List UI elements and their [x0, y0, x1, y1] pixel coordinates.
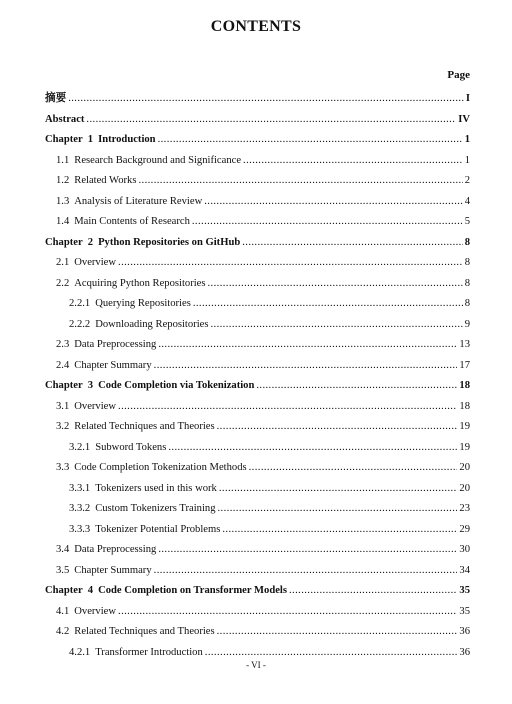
dot-leader	[210, 315, 462, 336]
toc-entry-label: Querying Repositories	[95, 298, 191, 309]
toc-entry[interactable]	[45, 417, 470, 438]
toc-entry-number: 3.3.3	[69, 523, 91, 535]
dot-leader	[204, 192, 462, 213]
toc-entry-number: 3.5	[56, 564, 70, 576]
toc-entry-page: 35	[459, 605, 470, 617]
toc-entry-page: 30	[459, 544, 470, 555]
toc-entry-page: 20	[459, 482, 470, 494]
toc-entry-label: Downloading Repositories	[95, 318, 209, 330]
toc-entry-page: 4	[464, 195, 470, 207]
toc-entry[interactable]	[45, 376, 470, 397]
toc-entry-label: Research Background and Significance	[74, 154, 242, 166]
toc-entry[interactable]	[45, 274, 470, 295]
dot-leader	[158, 335, 457, 356]
toc-entry[interactable]	[45, 397, 470, 418]
dot-leader	[118, 253, 463, 274]
toc-entry[interactable]	[45, 253, 470, 274]
toc-entry[interactable]	[45, 520, 470, 541]
toc-entry-number: 2.1	[56, 257, 70, 268]
toc-entry-label: Related Techniques and Theories	[74, 421, 215, 432]
toc-entry-label: Custom Tokenizers Training	[95, 503, 216, 514]
toc-entry-number: 2.2	[56, 277, 70, 289]
toc-entry[interactable]	[45, 356, 470, 377]
toc-entry-page: 5	[464, 216, 470, 227]
toc-entry[interactable]	[45, 335, 470, 356]
toc-entry-number: 4.2	[56, 626, 70, 637]
toc-entry[interactable]	[45, 171, 470, 192]
toc-entry-label: Subword Tokens	[95, 441, 167, 453]
toc-entry-label: Chapter Summary	[74, 564, 152, 576]
dot-leader	[138, 171, 462, 192]
toc-entry-page: 8	[464, 236, 470, 248]
dot-leader	[217, 622, 458, 643]
toc-entry[interactable]	[45, 315, 470, 336]
toc-entry-label: Overview	[74, 605, 117, 617]
dot-leader	[154, 356, 458, 377]
dot-leader	[118, 397, 457, 418]
toc-entry-label: Main Contents of Research	[74, 216, 190, 227]
toc-entry-label: Introduction	[98, 134, 156, 145]
toc-entry[interactable]	[45, 438, 470, 459]
toc-entry[interactable]	[45, 233, 470, 254]
toc-entry-label: Code Completion on Transformer Models	[98, 585, 287, 596]
toc-entry-number: 4.1	[56, 605, 70, 617]
toc-entry-page: 19	[459, 441, 470, 453]
toc-entry-label: Overview	[74, 257, 117, 268]
toc-entry-page: 1	[464, 154, 470, 166]
toc-entry-number: 2.3	[56, 339, 70, 350]
dot-leader	[289, 581, 457, 602]
toc-entry[interactable]	[45, 130, 470, 151]
toc-entry-page: 13	[459, 339, 470, 350]
toc-entry-number: 4.2.1	[69, 646, 91, 658]
toc-entry-number: 1.3	[56, 195, 70, 207]
toc-entry-page: 17	[459, 359, 470, 371]
toc-entry-page: 34	[459, 564, 470, 576]
toc-entry-page: IV	[458, 113, 470, 125]
dot-leader	[222, 520, 457, 541]
toc-entry[interactable]	[45, 89, 470, 110]
dot-leader	[249, 458, 458, 479]
toc-entry-page: 2	[464, 175, 470, 186]
toc-entry-label: Abstract	[45, 113, 85, 125]
toc-entry-label: Code Completion via Tokenization	[98, 380, 255, 391]
toc-entry-page: 29	[459, 523, 470, 535]
toc-entry-page: 36	[459, 626, 470, 637]
dot-leader	[118, 602, 457, 623]
toc-entry[interactable]	[45, 602, 470, 623]
toc-entry-page: 36	[459, 646, 470, 658]
toc-entry-page: I	[465, 93, 470, 104]
toc-entry-page: 8	[464, 257, 470, 268]
toc-entry[interactable]	[45, 458, 470, 479]
dot-leader	[68, 89, 464, 110]
toc-entry-number: 3.3.1	[69, 482, 91, 494]
dot-leader	[192, 212, 463, 233]
toc-entry-page: 35	[459, 585, 470, 596]
page-footer-number: - VI -	[246, 660, 266, 670]
toc-entry[interactable]	[45, 212, 470, 233]
toc-entry-number: 3.1	[56, 400, 70, 412]
toc-entry[interactable]	[45, 622, 470, 643]
dot-leader	[154, 561, 458, 582]
dot-leader	[256, 376, 457, 397]
toc-entry-number: 1.4	[56, 216, 70, 227]
toc-entry-label: Transformer Introduction	[95, 646, 203, 658]
toc-entry[interactable]	[45, 294, 470, 315]
toc-entry[interactable]	[45, 581, 470, 602]
toc-entry[interactable]	[45, 192, 470, 213]
dot-leader	[193, 294, 463, 315]
toc-entry-number: 2.4	[56, 359, 70, 371]
page-column-header: Page	[447, 69, 470, 81]
toc-entry-number: Chapter 3	[45, 380, 94, 391]
toc-entry[interactable]	[45, 499, 470, 520]
toc-entry-page: 9	[464, 318, 470, 330]
toc-entry-number: Chapter 4	[45, 585, 94, 596]
toc-entry-label: Related Works	[74, 175, 137, 186]
dot-leader	[158, 130, 463, 151]
toc-entry[interactable]	[45, 540, 470, 561]
toc-entry-label: Tokenizers used in this work	[95, 482, 217, 494]
toc-entry-number: 3.3.2	[69, 503, 91, 514]
toc-entry[interactable]	[45, 110, 470, 131]
toc-entry-label: Data Preprocessing	[74, 544, 157, 555]
table-of-contents	[45, 89, 470, 663]
toc-entry-number: 2.2.1	[69, 298, 91, 309]
toc-entry-label: 摘要	[45, 93, 67, 104]
toc-entry-label: Acquiring Python Repositories	[74, 277, 206, 289]
toc-entry-number: 3.4	[56, 544, 70, 555]
dot-leader	[217, 417, 458, 438]
dot-leader	[168, 438, 457, 459]
dot-leader	[219, 479, 458, 500]
toc-entry-label: Chapter Summary	[74, 359, 152, 371]
toc-entry[interactable]	[45, 479, 470, 500]
dot-leader	[86, 110, 456, 131]
toc-entry[interactable]	[45, 151, 470, 172]
toc-entry-page: 1	[464, 134, 470, 145]
page-title: CONTENTS	[210, 18, 302, 35]
dot-leader	[218, 499, 458, 520]
toc-entry-label: Analysis of Literature Review	[74, 195, 203, 207]
toc-entry-page: 18	[459, 380, 470, 391]
toc-entry-label: Data Preprocessing	[74, 339, 157, 350]
toc-entry-page: 8	[464, 298, 470, 309]
dot-leader	[158, 540, 457, 561]
toc-entry[interactable]	[45, 561, 470, 582]
toc-entry-page: 20	[459, 462, 470, 473]
toc-entry-number: 2.2.2	[69, 318, 91, 330]
toc-entry-page: 8	[464, 277, 470, 289]
toc-entry-number: 3.2.1	[69, 441, 91, 453]
toc-entry-number: Chapter 2	[45, 236, 94, 248]
dot-leader	[208, 274, 463, 295]
dot-leader	[243, 151, 463, 172]
toc-entry-number: 3.3	[56, 462, 70, 473]
dot-leader	[242, 233, 462, 254]
toc-entry-label: Tokenizer Potential Problems	[95, 523, 221, 535]
toc-entry-number: 3.2	[56, 421, 70, 432]
toc-entry-page: 18	[459, 400, 470, 412]
toc-entry-page: 19	[459, 421, 470, 432]
toc-entry-number: 1.1	[56, 154, 70, 166]
toc-entry-page: 23	[459, 503, 470, 514]
toc-entry-label: Overview	[74, 400, 117, 412]
toc-entry-label: Code Completion Tokenization Methods	[74, 462, 247, 473]
toc-entry-number: Chapter 1	[45, 134, 94, 145]
toc-entry-number: 1.2	[56, 175, 70, 186]
toc-entry-label: Related Techniques and Theories	[74, 626, 215, 637]
toc-entry-label: Python Repositories on GitHub	[98, 236, 241, 248]
